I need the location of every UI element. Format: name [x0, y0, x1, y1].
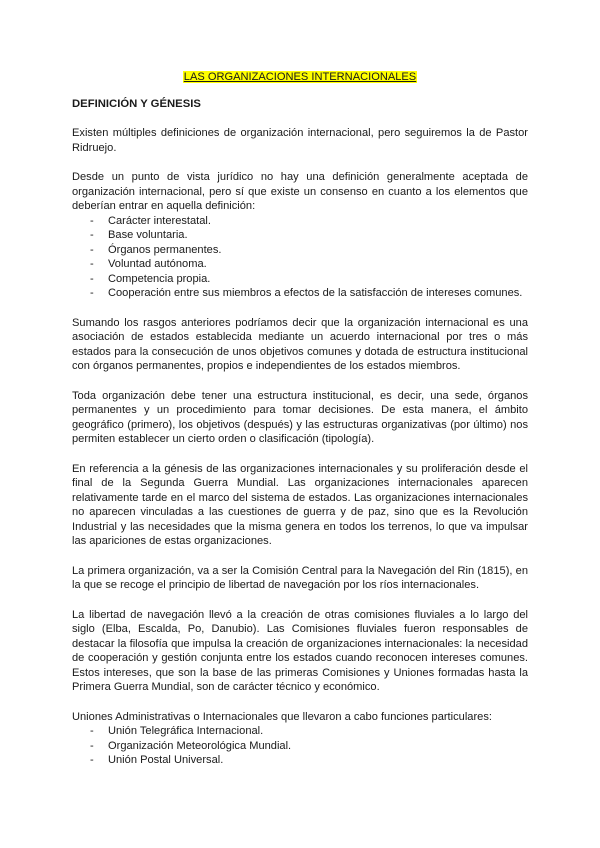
list-item-text: Cooperación entre sus miembros a efectos de la satisfacción de intereses comunes. [108, 287, 523, 299]
paragraph-genesis: En referencia a la génesis de las organizaciones internacionales y su proliferación desde el final de la Segunda Guerra Mundial. Las organizaciones internacionales aparecen relativamente tarde en el marco del sistema de estados. Las organizaciones internacionales no aparecen vinculadas a las cuestiones de guerra y de paz, sino que es la Revolución Industrial y las necesidades que la misma genera en todos los terrenos, lo que va impulsar las apariciones de estas organizaciones. [72, 462, 528, 547]
list-item [72, 724, 528, 739]
paragraph-fluvial-commissions: La libertad de navegación llevó a la creación de otras comisiones fluviales a lo largo del siglo (Elba, Escalda, Po, Danubio). Las Comisiones fluviales fueron responsables de destacar la filosofía que impulsa la creación de organizaciones internacionales: la necesidad de cooperación y gestión conjunta entre los estados cuando reconocen intereses comunes. Estos intereses, que son la base de las primeras Comisiones y Uniones formadas hasta la Primera Guerra Mundial, son de carácter técnico y económico. [72, 608, 528, 693]
list-item [72, 243, 528, 258]
list-item-text: Voluntad autónoma. [108, 258, 207, 270]
list-item [72, 753, 528, 768]
dash-marker: - [90, 214, 94, 227]
dash-marker: - [90, 229, 94, 241]
paragraph-first-organization: La primera organización, va a ser la Comisión Central para la Navegación del Rin (1815), en la que se recoge el principio de libertad de navegación por los ríos internacionales. [72, 564, 528, 591]
section-heading: DEFINICIÓN Y GÉNESIS [72, 97, 201, 110]
paragraph-administrative-unions: Uniones Administrativas o Internacionales que llevaron a cabo funciones particulares: [72, 710, 492, 723]
document-page [72, 70, 528, 783]
list-item [72, 286, 528, 301]
paragraph-intro: Existen múltiples definiciones de organización internacional, pero seguiremos la de Pastor Ridruejo. [72, 127, 528, 154]
list-item [72, 257, 528, 272]
dash-marker: - [90, 754, 94, 766]
document-title [72, 70, 528, 85]
unions-list [72, 724, 528, 768]
dash-marker: - [90, 725, 94, 737]
list-item [72, 272, 528, 287]
list-item [72, 214, 528, 229]
list-item-text: Carácter interestatal. [108, 214, 211, 227]
list-item [72, 228, 528, 243]
document-title-text: LAS ORGANIZACIONES INTERNACIONALES [183, 71, 417, 83]
dash-marker: - [90, 258, 94, 270]
list-item-text: Órganos permanentes. [108, 243, 222, 256]
list-item-text: Competencia propia. [108, 272, 211, 285]
paragraph-legal-definition: Desde un punto de vista jurídico no hay una definición generalmente aceptada de organización internacional, pero sí que existe un consenso en cuanto a los elementos que deberían entrar en aquella definición: [72, 171, 528, 212]
list-item-text: Base voluntaria. [108, 229, 188, 241]
list-item-text: Unión Postal Universal. [108, 754, 224, 766]
dash-marker: - [90, 272, 94, 285]
dash-marker: - [90, 287, 94, 299]
dash-marker: - [90, 243, 94, 256]
list-item [72, 739, 528, 754]
paragraph-structure: Toda organización debe tener una estructura institucional, es decir, una sede, órganos permanentes y un procedimiento para tomar decisiones. De esta manera, el ámbito geográfico (primero), los objetivos (después) y las estructuras organizativas (por último) nos permiten establecer un cierto orden o clasificación (tipología). [72, 389, 528, 445]
elements-list [72, 214, 528, 301]
paragraph-summary: Sumando los rasgos anteriores podríamos decir que la organización internacional es una asociación de estados establecida mediante un acuerdo internacional por tres o más estados para la consecución de unos objetivos comunes y dotada de estructura institucional con órganos permanentes, propios e independientes de los estados miembros. [72, 316, 528, 372]
dash-marker: - [90, 739, 94, 752]
list-item-text: Organización Meteorológica Mundial. [108, 739, 292, 752]
list-item-text: Unión Telegráfica Internacional. [108, 725, 264, 737]
